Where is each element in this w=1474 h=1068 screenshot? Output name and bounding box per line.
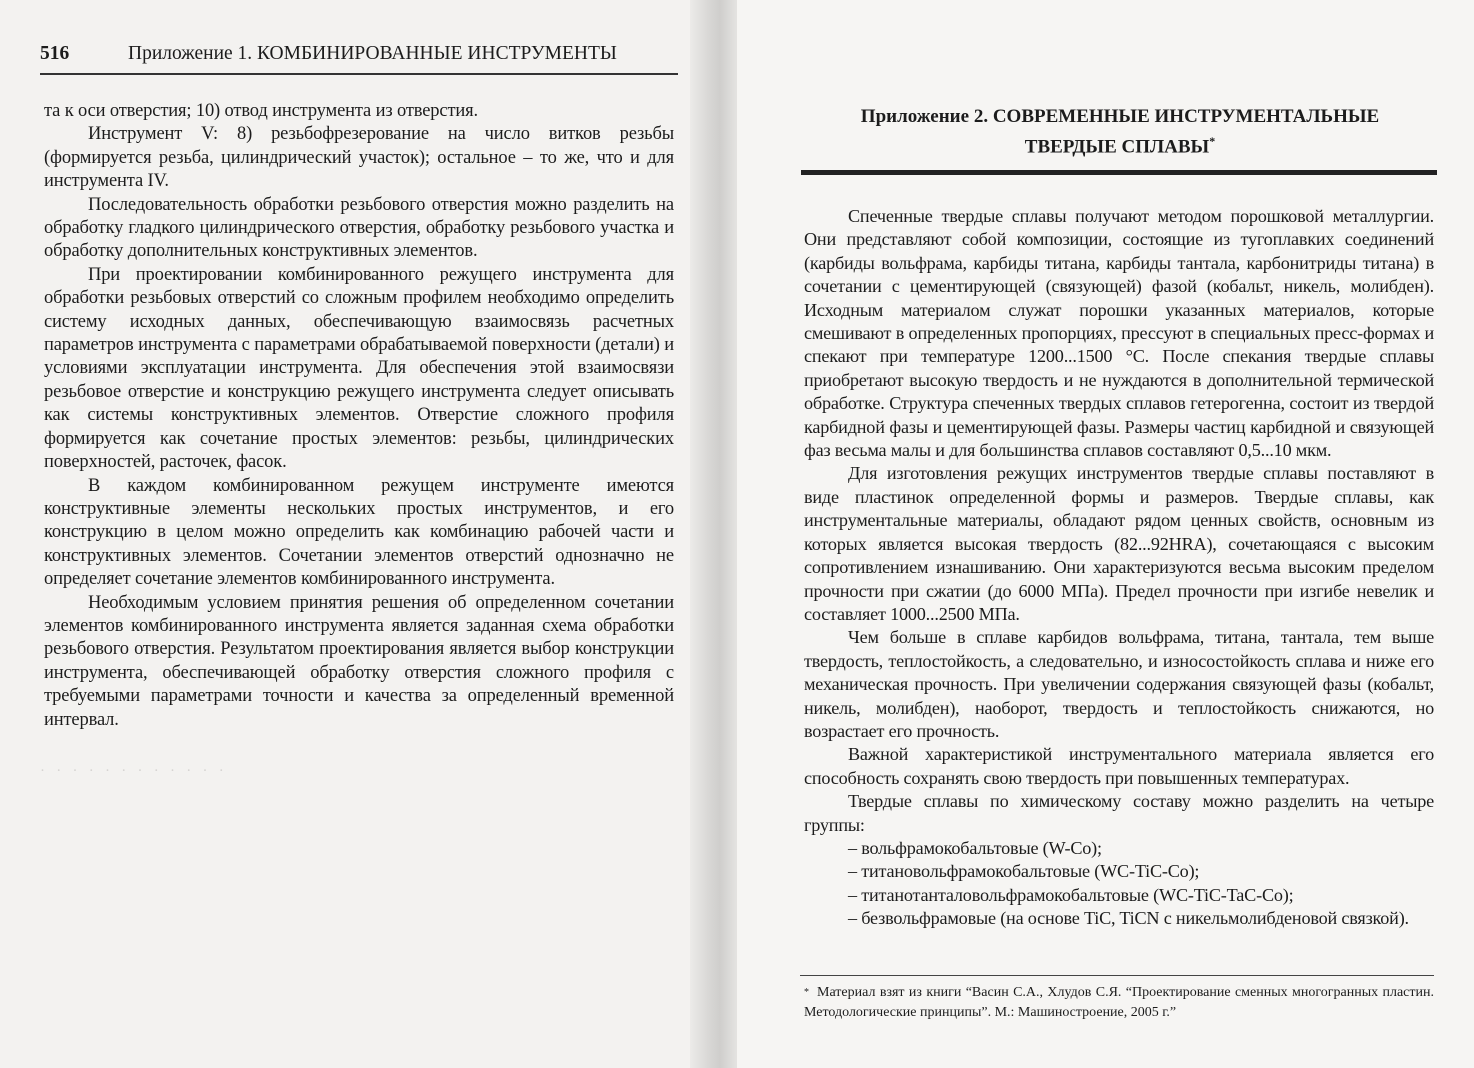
- paragraph: Последовательность обработки резьбового отверстия можно разделить на обработку гладкого цилиндрического отверстия, обработку резьбового участка и обработку дополнительных конструктивных элементов.: [44, 194, 674, 262]
- running-head-title: Приложение 1. КОМБИНИРОВАННЫЕ ИНСТРУМЕНТЫ: [128, 43, 617, 64]
- left-page: [0, 0, 700, 1068]
- paragraph: Важной характеристикой инструментального материала является его способность сохранять свою твердость при повышенных температурах.: [804, 744, 1434, 788]
- chapter-title: [800, 105, 1440, 159]
- list-item: – титановольфрамокобальтовые (WC-TiC-Co);: [848, 861, 1200, 882]
- paragraph: Спеченные твердые сплавы получают методом порошковой металлургии. Они представляют собой композиции, состоящие из тугоплавких соединений (карбиды вольфрама, карбиды титана, карбиды тантала, карбонитриды титана) в сочетании с цементирующей (связующей) фазой (кобальт, никель, молибден). Исходным материалом служат порошки указанных материалов, которые смешивают в определенных пропорциях, прессуют в специальных пресс-формах и спекают при температуре 1200...1500 °С. После спекания твердые сплавы приобретают высокую твердость и не нуждаются в дополнительной термической обработке. Структура спеченных твердых сплавов гетерогенна, состоит из твердой карбидной фазы и цементирующей фазы. Размеры частиц карбидной и связующей фаз весьма малы и для большинства сплавов составляют 0,5...10 мкм.: [804, 206, 1434, 461]
- paragraph: Твердые сплавы по химическому составу можно разделить на четыре группы:: [804, 791, 1434, 835]
- paragraph: В каждом комбинированном режущем инструменте имеются конструктивные элементы нескольких простых инструментов, и его конструкцию в целом можно определить как комбинацию рабочей части и конструктивных элементов. Сочетании элементов отверстий однозначно не определяет сочетание элементов комбинированного инструмента.: [44, 475, 674, 590]
- list-item: – титанотанталовольфрамокобальтовые (WC-TiC-TaC-Co);: [848, 884, 1294, 905]
- footnote: [804, 983, 1434, 1023]
- right-body-text: [804, 205, 1434, 931]
- paragraph: Для изготовления режущих инструментов твердые сплавы поставляют в виде пластинок определенной формы и размеров. Твердые сплавы, как инструментальные материалы, обладают рядом ценных свойств, основным из которых является высокая твердость (82...92HRA), сочетающаяся с высоким сопротивлением изнашиванию. Они характеризуются весьма высоким пределом прочности при сжатии (до 6000 МПа). Предел прочности при изгибе невелик и составляет 1000...2500 МПа.: [804, 463, 1434, 624]
- title-rule: [801, 170, 1437, 175]
- show-through: · · · · · · · · · · · ·: [40, 763, 224, 779]
- chapter-title-line: ТВЕРДЫЕ СПЛАВЫ: [1024, 136, 1210, 158]
- page-number: 516: [40, 43, 70, 64]
- left-body-text: [44, 100, 674, 732]
- footnote-reference: *: [1209, 134, 1216, 148]
- list-item: – безвольфрамовые (на основе TiC, TiCN с никельмолибденовой связкой).: [848, 908, 1409, 929]
- footnote-mark: *: [804, 987, 809, 998]
- paragraph: Инструмент V: 8) резьбофрезерование на число витков резьбы (формируется резьба, цилиндрический участок); остальное – то же, что и для инструмента IV.: [44, 124, 674, 192]
- paragraph: та к оси отверстия; 10) отвод инструмента из отверстия.: [44, 101, 478, 121]
- paragraph: При проектировании комбинированного режущего инструмента для обработки резьбовых отверстий со сложным профилем необходимо определить систему исходных данных, обеспечивающую взаимосвязь расчетных параметров инструмента с параметрами обрабатываемой поверхности (детали) и условиями эксплуатации инструмента. Для обеспечения этой взаимосвязи резьбовое отверстие и конструкцию режущего инструмента следует описывать как системы конструктивных элементов. Отверстие сложного профиля формируется как сочетание простых элементов: резьбы, цилиндрических поверхностей, расточек, фасок.: [44, 264, 674, 473]
- paragraph: Чем больше в сплаве карбидов вольфрама, титана, тантала, тем выше твердость, теплостойкость, а следовательно, и износостойкость сплава и ниже его механическая прочность. При увеличении содержания связующей фазы (кобальт, никель, молибден), наоборот, твердость и теплостойкость снижаются, но возрастает его прочность.: [804, 627, 1434, 741]
- running-head: [40, 40, 680, 68]
- paragraph: Необходимым условием принятия решения об определенном сочетании элементов комбинированного инструмента является заданная схема обработки резьбового отверстия. Результатом проектирования является выбор конструкции инструмента, обеспечивающей обработку отверстия сложного профиля с требуемыми параметрами точности и качества за определенный временной интервал.: [44, 592, 674, 730]
- header-rule: [40, 73, 678, 75]
- footnote-text: Материал взят из книги “Васин С.А., Хлудов С.Я. “Проектирование сменных многогранных пластин. Методологические принципы”. М.: Машиностроение, 2005 г.”: [804, 985, 1434, 1020]
- list-item: – вольфрамокобальтовые (W-Co);: [848, 837, 1102, 858]
- chapter-title-line: Приложение 2. СОВРЕМЕННЫЕ ИНСТРУМЕНТАЛЬНЫЕ: [860, 106, 1380, 127]
- footnote-rule: [800, 975, 1434, 976]
